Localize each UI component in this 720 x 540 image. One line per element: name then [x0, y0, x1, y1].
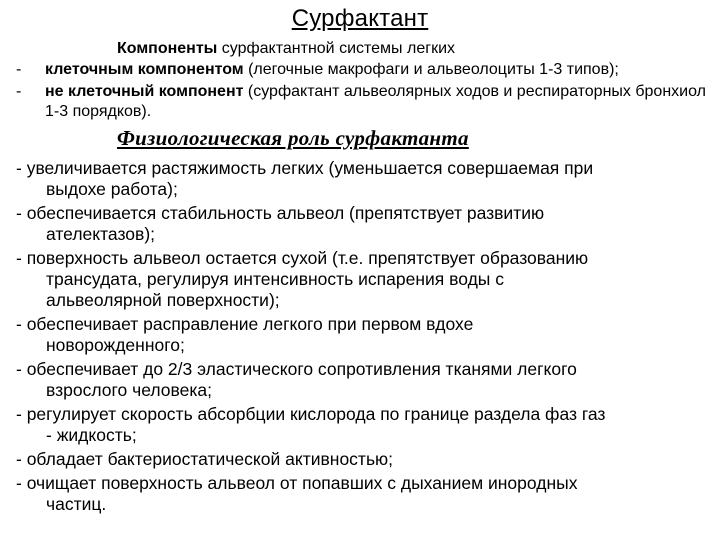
components-heading-rest: сурфактантной системы легких: [217, 40, 455, 57]
component-item-text: [45, 82, 710, 122]
role-item: [16, 314, 706, 356]
role-item-line: - очищает поверхность альвеол от попавших с дыханием инородных: [16, 473, 578, 493]
role-item-line: - обладает бактериостатической активностью;: [16, 449, 394, 469]
role-item-line: - поверхность альвеол остается сухой (т.е. препятствует образованию: [16, 248, 589, 268]
role-item: [16, 248, 706, 311]
component-item-rest: (легочные макрофаги и альвеолоциты 1-3 типов);: [243, 61, 619, 78]
role-item-line: - регулирует скорость абсорбции кислорода по границе раздела фаз газ: [16, 404, 606, 424]
role-item-line: - увеличивается растяжимость легких (уменьшается совершаемая при: [16, 158, 594, 178]
role-item-continuation: - жидкость;: [46, 425, 137, 445]
components-heading-bold: Компоненты: [117, 40, 218, 57]
role-item: [16, 203, 706, 245]
role-item-line: - обеспечивает расправление легкого при первом вдохе: [16, 314, 474, 334]
role-item: [16, 158, 706, 200]
role-item: [16, 449, 706, 470]
role-item-line: - обеспечивает до 2/3 эластического сопротивления тканями легкого: [16, 359, 577, 379]
page-title: Сурфактант: [291, 5, 429, 32]
component-item-rest: (сурфактант альвеолярных ходов и респираторных бронхиол 1-3 порядков).: [45, 83, 706, 120]
components-heading: [117, 40, 455, 58]
role-item: [16, 473, 706, 515]
role-item: [16, 404, 706, 446]
component-item-bold: не клеточный компонент: [45, 83, 244, 100]
list-dash: -: [16, 83, 22, 100]
role-item-continuation: взрослого человека;: [46, 380, 212, 400]
component-item-text: [45, 60, 710, 80]
role-item-continuation: частиц.: [46, 494, 107, 514]
role-item-line: - обеспечивается стабильность альвеол (препятствует развитию: [16, 203, 545, 223]
component-item-bold: клеточным компонентом: [45, 61, 244, 78]
list-dash: -: [16, 61, 22, 78]
role-item: [16, 359, 706, 401]
role-item-continuation: ателектазов);: [46, 224, 156, 244]
role-item-continuation: трансудата, регулируя интенсивность испарения воды с: [46, 269, 504, 289]
role-item-continuation: новорожденного;: [46, 335, 185, 355]
role-item-continuation: выдохе работа);: [46, 179, 178, 199]
role-heading: Физиологическая роль сурфактанта: [117, 126, 469, 150]
role-list: [16, 158, 706, 518]
role-item-continuation: альвеолярной поверхности);: [46, 290, 280, 310]
